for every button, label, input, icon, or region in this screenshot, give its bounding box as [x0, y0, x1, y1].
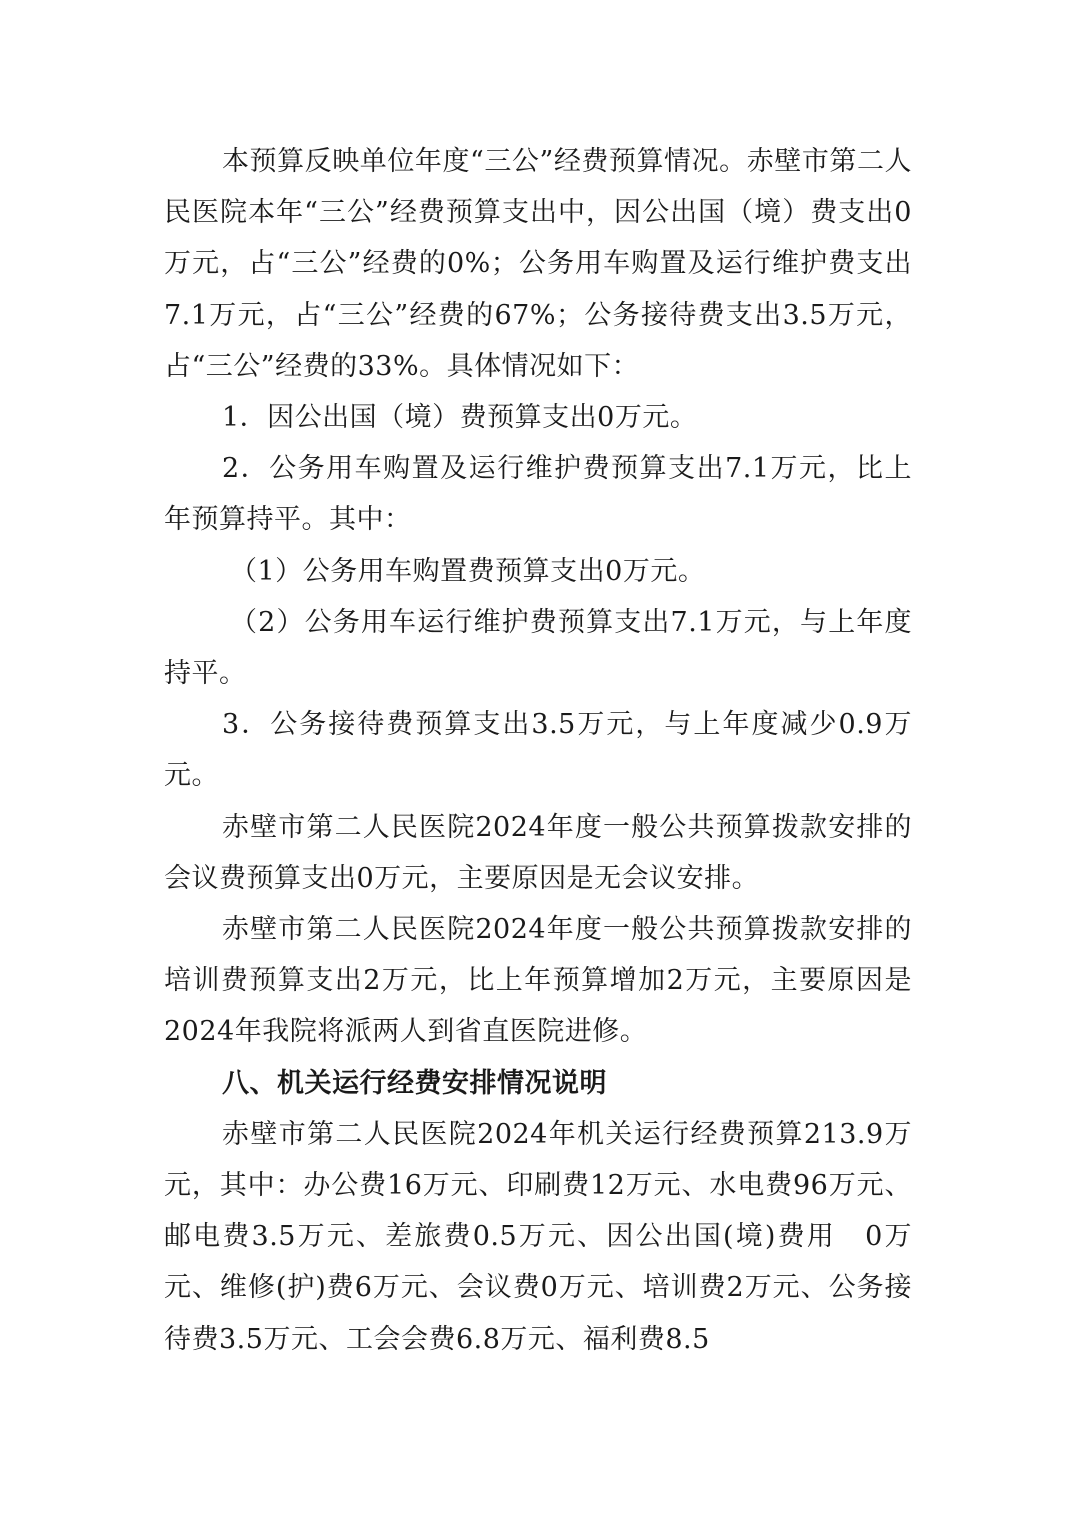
paragraph-item-2-1: （1）公务用车购置费预算支出0万元。 [230, 555, 706, 587]
document-body [164, 136, 912, 1365]
section-heading: 八、机关运行经费安排情况说明 [222, 1067, 607, 1099]
paragraph-item-1: 1．因公出国（境）费预算支出0万元。 [222, 402, 698, 434]
paragraph-three-public-overview: 本预算反映单位年度“三公”经费预算情况。赤壁市第二人民医院本年“三公”经费预算支出中，因公出国（境）费支出0万元，占“三公”经费的0%；公务用车购置及运行维护费支出7.1万元，占“三公”经费的67%；公务接待费支出3.5万元，占“三公”经费的33%。具体情况如下： [164, 146, 912, 382]
paragraph-training-fee: 赤壁市第二人民医院2024年度一般公共预算拨款安排的培训费预算支出2万元，比上年预算增加2万元，主要原因是2024年我院将派两人到省直医院进修。 [164, 914, 912, 1048]
paragraph-operating-expenses: 赤壁市第二人民医院2024年机关运行经费预算213.9万元，其中：办公费16万元、印刷费12万元、水电费96万元、邮电费3.5万元、差旅费0.5万元、因公出国(境)费用 0万元、维修(护)费6万元、会议费0万元、培训费2万元、公务接待费3.5万元、工会会费6.8万元、福利费8.5 [164, 1118, 912, 1355]
paragraph-meeting-fee: 赤壁市第二人民医院2024年度一般公共预算拨款安排的会议费预算支出0万元，主要原因是无会议安排。 [164, 811, 912, 894]
paragraph-item-3: 3．公务接待费预算支出3.5万元，与上年度减少0.9万元。 [164, 709, 912, 792]
paragraph-item-2-2: （2）公务用车运行维护费预算支出7.1万元，与上年度持平。 [164, 606, 912, 690]
paragraph-item-2: 2．公务用车购置及运行维护费预算支出7.1万元，比上年预算持平。其中： [164, 453, 912, 536]
